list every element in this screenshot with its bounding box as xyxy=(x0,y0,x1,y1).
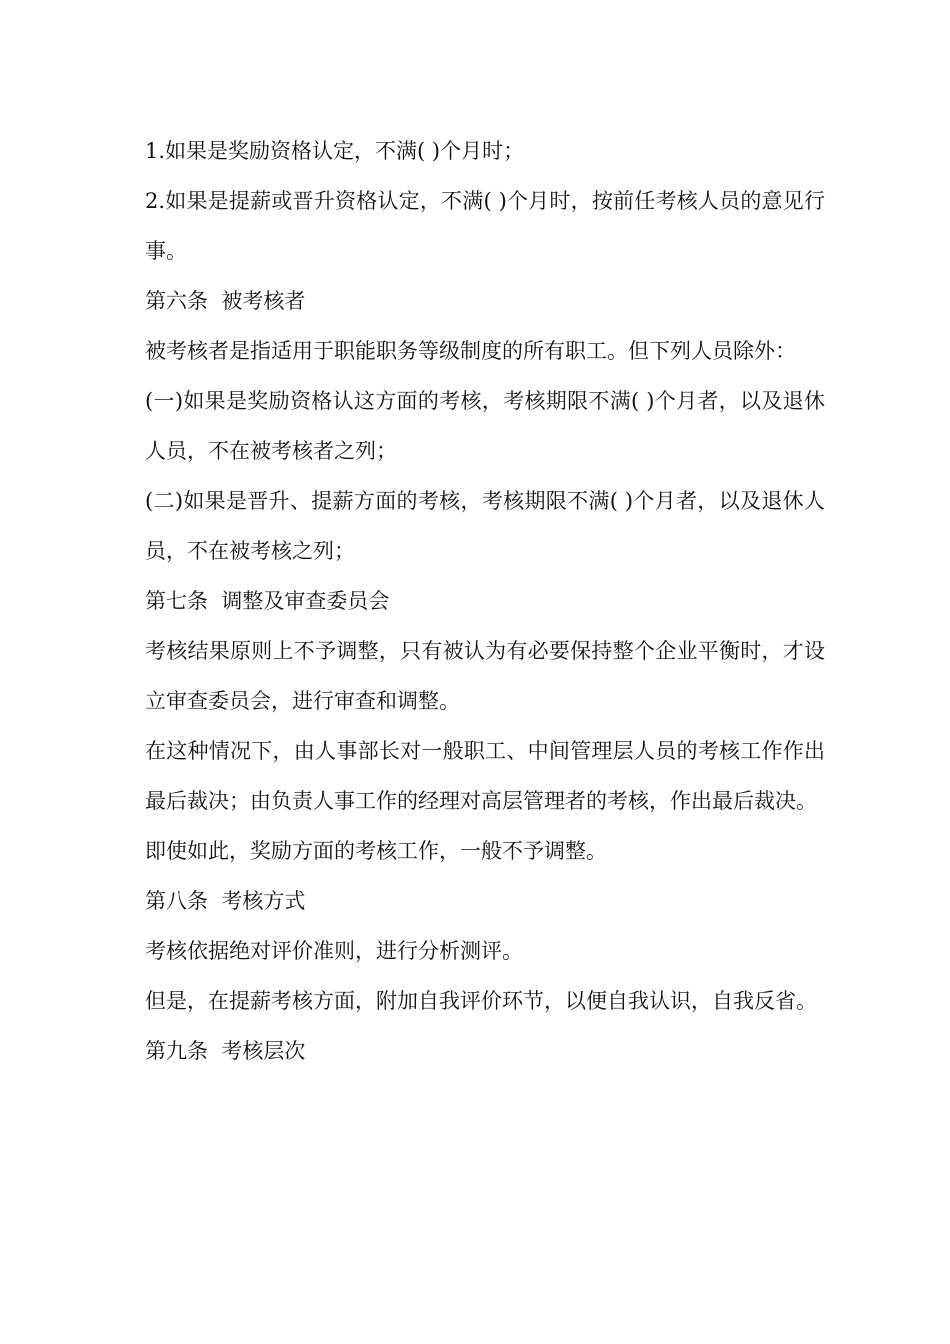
article-9-heading: 第九条 考核层次 xyxy=(145,1039,306,1063)
paragraph-2: 2.如果是提薪或晋升资格认定，不满( )个月时，按前任考核人员的意见行事。 xyxy=(145,189,825,263)
paragraph-7: 在这种情况下，由人事部长对一般职工、中间管理层人员的考核工作作出最后裁决；由负责人事工作的经理对高层管理者的考核，作出最后裁决。 xyxy=(145,739,825,813)
article-7-heading: 第七条 调整及审查委员会 xyxy=(145,589,390,613)
paragraph-1: 1.如果是奖励资格认定，不满( )个月时； xyxy=(145,139,525,163)
document-body xyxy=(145,126,825,1076)
paragraph-9: 考核依据绝对评价准则，进行分析测评。 xyxy=(145,939,523,963)
paragraph-8: 即使如此，奖励方面的考核工作，一般不予调整。 xyxy=(145,839,607,863)
paragraph-10: 但是，在提薪考核方面，附加自我评价环节，以便自我认识，自我反省。 xyxy=(145,989,817,1013)
article-8-heading: 第八条 考核方式 xyxy=(145,889,306,913)
paragraph-3: 被考核者是指适用于职能职务等级制度的所有职工。但下列人员除外： xyxy=(145,339,796,363)
paragraph-5: (二)如果是晋升、提薪方面的考核，考核期限不满( )个月者，以及退休人员，不在被考核之列； xyxy=(145,489,825,563)
paragraph-6: 考核结果原则上不予调整，只有被认为有必要保持整个企业平衡时，才设立审查委员会，进行审查和调整。 xyxy=(145,639,825,713)
article-6-heading: 第六条 被考核者 xyxy=(145,289,306,313)
paragraph-4: (一)如果是奖励资格认这方面的考核，考核期限不满( )个月者，以及退休人员，不在被考核者之列； xyxy=(145,389,825,463)
